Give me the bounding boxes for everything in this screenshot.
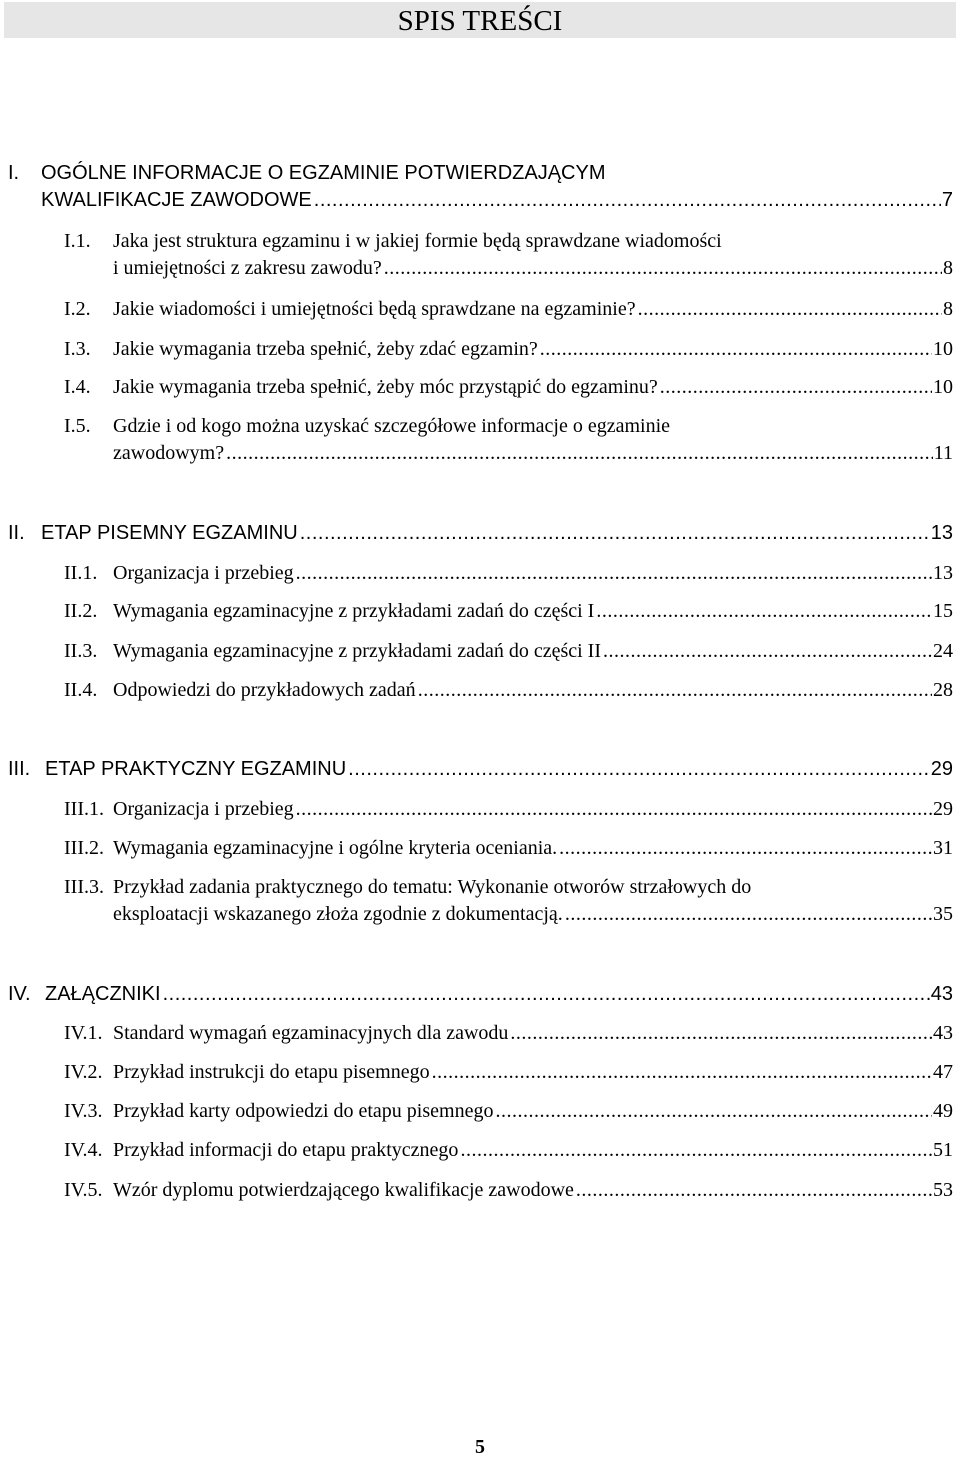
toc-page-number: 8 — [943, 257, 953, 279]
toc-entry-number: I.3. — [64, 338, 91, 360]
toc-page-number: 24 — [933, 640, 953, 662]
toc-entry-number: I. — [8, 162, 20, 184]
toc-entry-title: Wymagania egzaminacyjne z przykładami zadań do części II — [113, 640, 601, 662]
toc-entry-title: OGÓLNE INFORMACJE O EGZAMINIE POTWIERDZAJĄCYM — [41, 162, 606, 184]
dot-leader — [314, 187, 941, 214]
toc-entry-body — [113, 835, 953, 862]
toc-entry-body — [113, 598, 953, 625]
toc-entry-title: Wymagania egzaminacyjne z przykładami zadań do części I — [113, 600, 595, 622]
toc-entry-title: ETAP PISEMNY EGZAMINU — [41, 522, 298, 544]
toc-entry-title: Standard wymagań egzaminacyjnych dla zawodu — [113, 1022, 509, 1044]
toc-entry-title: Jakie wymagania trzeba spełnić, żeby zdać egzamin? — [113, 338, 538, 360]
toc-entry-line — [113, 638, 953, 665]
toc-entry-number: III.3. — [64, 876, 104, 898]
toc-entry-number: IV.1. — [64, 1022, 103, 1044]
toc-page-number: 7 — [941, 189, 953, 211]
toc-entry-line — [113, 1098, 953, 1125]
toc-entry-line — [113, 228, 953, 255]
toc-page-number: 28 — [933, 679, 953, 701]
toc-page-number: 31 — [933, 837, 953, 859]
toc-entry-line — [113, 1137, 953, 1164]
toc-entry-line — [113, 440, 953, 467]
page-number: 5 — [475, 1436, 485, 1458]
toc-entry-title: Gdzie i od kogo można uzyskać szczegółowe informacje o egzaminie — [113, 415, 671, 437]
toc-entry-title: Odpowiedzi do przykładowych zadań — [113, 679, 416, 701]
dot-leader — [596, 598, 932, 625]
toc-page-number: 10 — [933, 338, 953, 360]
dot-leader — [226, 440, 933, 467]
toc-entry-number: I.5. — [64, 415, 91, 437]
dot-leader — [540, 336, 932, 363]
dot-leader — [576, 1177, 932, 1204]
toc-entry-line — [113, 336, 953, 363]
toc-entry-line — [45, 981, 953, 1008]
toc-entry-body — [45, 981, 953, 1008]
toc-entry-number: II. — [8, 522, 25, 544]
toc-entry-number: I.2. — [64, 298, 91, 320]
toc-entry-body — [113, 296, 953, 323]
toc-entry-line — [113, 1059, 953, 1086]
toc-page-number: 29 — [933, 798, 953, 820]
toc-entry-line — [113, 835, 953, 862]
dot-leader — [460, 1137, 932, 1164]
toc-entry-line — [113, 874, 953, 901]
toc-entry-line — [113, 1177, 953, 1204]
toc-entry-line — [113, 677, 953, 704]
toc-entry-body — [113, 336, 953, 363]
dot-leader — [495, 1098, 932, 1125]
toc-entry-number: II.3. — [64, 640, 98, 662]
dot-leader — [348, 756, 930, 783]
dot-leader — [660, 374, 932, 401]
toc-page-number: 8 — [943, 298, 953, 320]
toc-page-number: 13 — [933, 562, 953, 584]
toc-entry-number: III.1. — [64, 798, 104, 820]
toc-page-number: 15 — [933, 600, 953, 622]
toc-entry-body — [113, 638, 953, 665]
toc-entry-title: Organizacja i przebieg — [113, 798, 294, 820]
toc-entry-body — [113, 1177, 953, 1204]
dot-leader — [296, 796, 932, 823]
toc-page-number: 43 — [930, 983, 953, 1005]
toc-page-number: 13 — [930, 522, 953, 544]
toc-entry-title: Organizacja i przebieg — [113, 562, 294, 584]
toc-entry-body — [113, 1020, 953, 1047]
toc-entry-title: Jakie wiadomości i umiejętności będą sprawdzane na egzaminie? — [113, 298, 636, 320]
toc-entry-line — [113, 901, 953, 928]
toc-page-number: 10 — [933, 376, 953, 398]
toc-entry-body — [113, 1098, 953, 1125]
dot-leader — [565, 901, 932, 928]
toc-entry-body — [113, 228, 953, 282]
toc-entry-number: IV.4. — [64, 1139, 103, 1161]
toc-entry-number: IV.2. — [64, 1061, 103, 1083]
toc-page-number: 49 — [933, 1100, 953, 1122]
toc-page-number: 53 — [933, 1179, 953, 1201]
dot-leader — [384, 255, 942, 282]
toc-page-number: 51 — [933, 1139, 953, 1161]
dot-leader — [418, 677, 932, 704]
toc-entry-line — [41, 520, 953, 547]
dot-leader — [296, 560, 932, 587]
toc-entry-title: zawodowym? — [113, 442, 225, 464]
toc-entry-title: Przykład instrukcji do etapu pisemnego — [113, 1061, 430, 1083]
toc-entry-number: IV.3. — [64, 1100, 103, 1122]
dot-leader — [603, 638, 932, 665]
toc-entry-line — [113, 296, 953, 323]
toc-entry-number: II.4. — [64, 679, 98, 701]
toc-entry-number: I.1. — [64, 230, 91, 252]
toc-entry-number: II.2. — [64, 600, 98, 622]
toc-entry-line — [113, 255, 953, 282]
toc-entry-line — [113, 1020, 953, 1047]
toc-entry-number: I.4. — [64, 376, 91, 398]
toc-entry-number: III. — [8, 758, 31, 780]
toc-entry-body — [45, 756, 953, 783]
toc-page-number: 43 — [933, 1022, 953, 1044]
dot-leader — [300, 520, 930, 547]
toc-entry-line — [113, 598, 953, 625]
toc-entry-title: ETAP PRAKTYCZNY EGZAMINU — [45, 758, 347, 780]
toc-entry-body — [113, 1137, 953, 1164]
toc-page-number: 11 — [933, 442, 953, 464]
toc-entry-body — [113, 560, 953, 587]
toc-page-number: 35 — [933, 903, 953, 925]
dot-leader — [432, 1059, 932, 1086]
toc-entry-title: Jaka jest struktura egzaminu i w jakiej formie będą sprawdzane wiadomości — [113, 230, 722, 252]
toc-entry-number: III.2. — [64, 837, 104, 859]
toc-entry-line — [113, 560, 953, 587]
toc-entry-line — [113, 796, 953, 823]
toc-entry-body — [113, 677, 953, 704]
toc-entry-body — [113, 796, 953, 823]
toc-entry-title: ZAŁĄCZNIKI — [45, 983, 161, 1005]
toc-entry-title: Jakie wymagania trzeba spełnić, żeby móc przystąpić do egzaminu? — [113, 376, 658, 398]
toc-entry-number: IV. — [8, 983, 31, 1005]
toc-entry-line — [41, 160, 953, 187]
toc-page-number: 29 — [930, 758, 953, 780]
toc-entry-title: Przykład karty odpowiedzi do etapu pisemnego — [113, 1100, 494, 1122]
toc-entry-body — [113, 1059, 953, 1086]
toc-entry-number: IV.5. — [64, 1179, 103, 1201]
toc-entry-body — [41, 160, 953, 214]
toc-entry-title: Przykład zadania praktycznego do tematu: Wykonanie otworów strzałowych do — [113, 876, 752, 898]
toc-entry-body — [113, 374, 953, 401]
dot-leader — [510, 1020, 932, 1047]
toc-entry-title: Przykład informacji do etapu praktycznego — [113, 1139, 459, 1161]
toc-entry-body — [41, 520, 953, 547]
toc-entry-line — [113, 374, 953, 401]
toc-entry-line — [113, 413, 953, 440]
toc-entry-number: II.1. — [64, 562, 98, 584]
dot-leader — [163, 981, 930, 1008]
toc-entry-title: eksploatacji wskazanego złoża zgodnie z dokumentacją. — [113, 903, 563, 925]
dot-leader — [559, 835, 932, 862]
dot-leader — [638, 296, 942, 323]
toc-page-number: 47 — [933, 1061, 953, 1083]
toc-entry-title: i umiejętności z zakresu zawodu? — [113, 257, 382, 279]
toc-entry-title: Wzór dyplomu potwierdzającego kwalifikacje zawodowe — [113, 1179, 574, 1201]
toc-entry-body — [113, 874, 953, 928]
toc-entry-title: Wymagania egzaminacyjne i ogólne kryteria oceniania. — [113, 837, 558, 859]
toc-entry-body — [113, 413, 953, 467]
toc-title: SPIS TREŚCI — [4, 2, 956, 38]
toc-entry-title: KWALIFIKACJE ZAWODOWE — [41, 189, 312, 211]
toc-entry-line — [45, 756, 953, 783]
toc-entry-line — [41, 187, 953, 214]
